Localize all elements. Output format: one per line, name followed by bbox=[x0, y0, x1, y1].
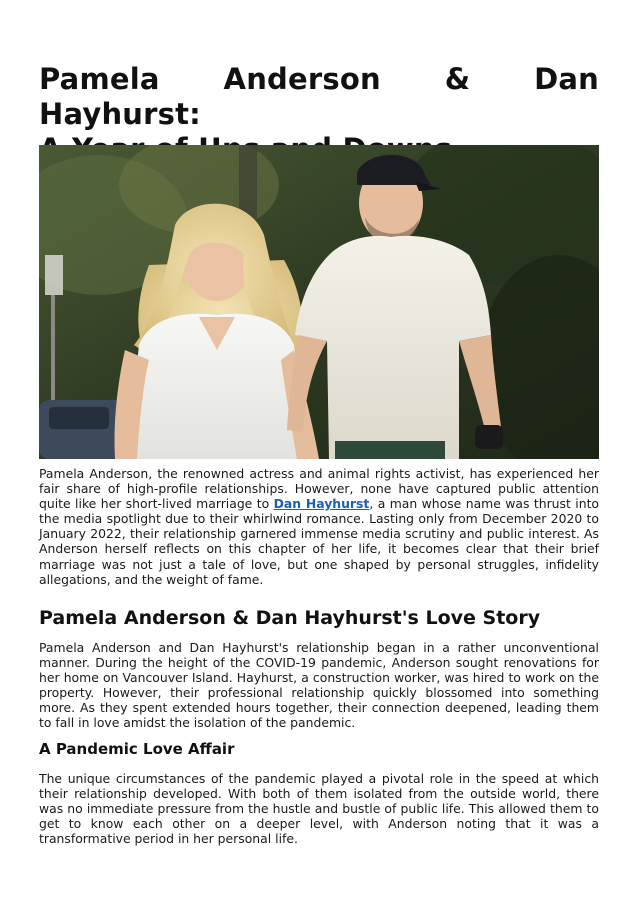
intro-text-end: , a man whose name was thrust into the media spotlight due to their whirlwind romance. Lasting only from December 2020 to January 2022, their relationship garnered immense media scrutiny and public interest. As Anderson herself reflects on this chapter of her life, it becomes clear that their brief marriage was not just a tale of love, but one shaped by personal struggles, infidelity allegations, and the weight of fame. bbox=[39, 496, 600, 587]
section-heading-pandemic-love-affair: A Pandemic Love Affair bbox=[39, 740, 235, 758]
dan-hayhurst-link[interactable]: Dan Hayhurst bbox=[273, 496, 370, 512]
section-heading-love-story: Pamela Anderson & Dan Hayhurst's Love Story bbox=[39, 607, 541, 629]
hero-photo bbox=[39, 145, 599, 459]
article-title-line-1: Pamela Anderson & Dan Hayhurst: bbox=[39, 62, 599, 131]
intro-text-start: Pamela Anderson, the renowned actress and animal rights activist, has experienced her fair share of high-profile relationships. However, none have captured public attention quite like her short-lived marriage to bbox=[39, 466, 599, 512]
pandemic-paragraph: The unique circumstances of the pandemic played a pivotal role in the speed at which their relationship developed. With both of them isolated from the outside world, there was no immediate pressure from the hustle and bustle of public life. This allowed them to get to know each other on a deeper level, with Anderson noting that it was a transformative period in her personal life. bbox=[39, 771, 599, 847]
intro-paragraph bbox=[39, 466, 599, 587]
love-story-paragraph: Pamela Anderson and Dan Hayhurst's relationship began in a rather unconventional manner. During the height of the COVID-19 pandemic, Anderson sought renovations for her home on Vancouver Island. Hayhurst, a construction worker, was hired to work on the property. However, their professional relationship quickly blossomed into something more. As they spent extended hours together, their connection deepened, leading them to fall in love amidst the isolation of the pandemic. bbox=[39, 640, 599, 731]
